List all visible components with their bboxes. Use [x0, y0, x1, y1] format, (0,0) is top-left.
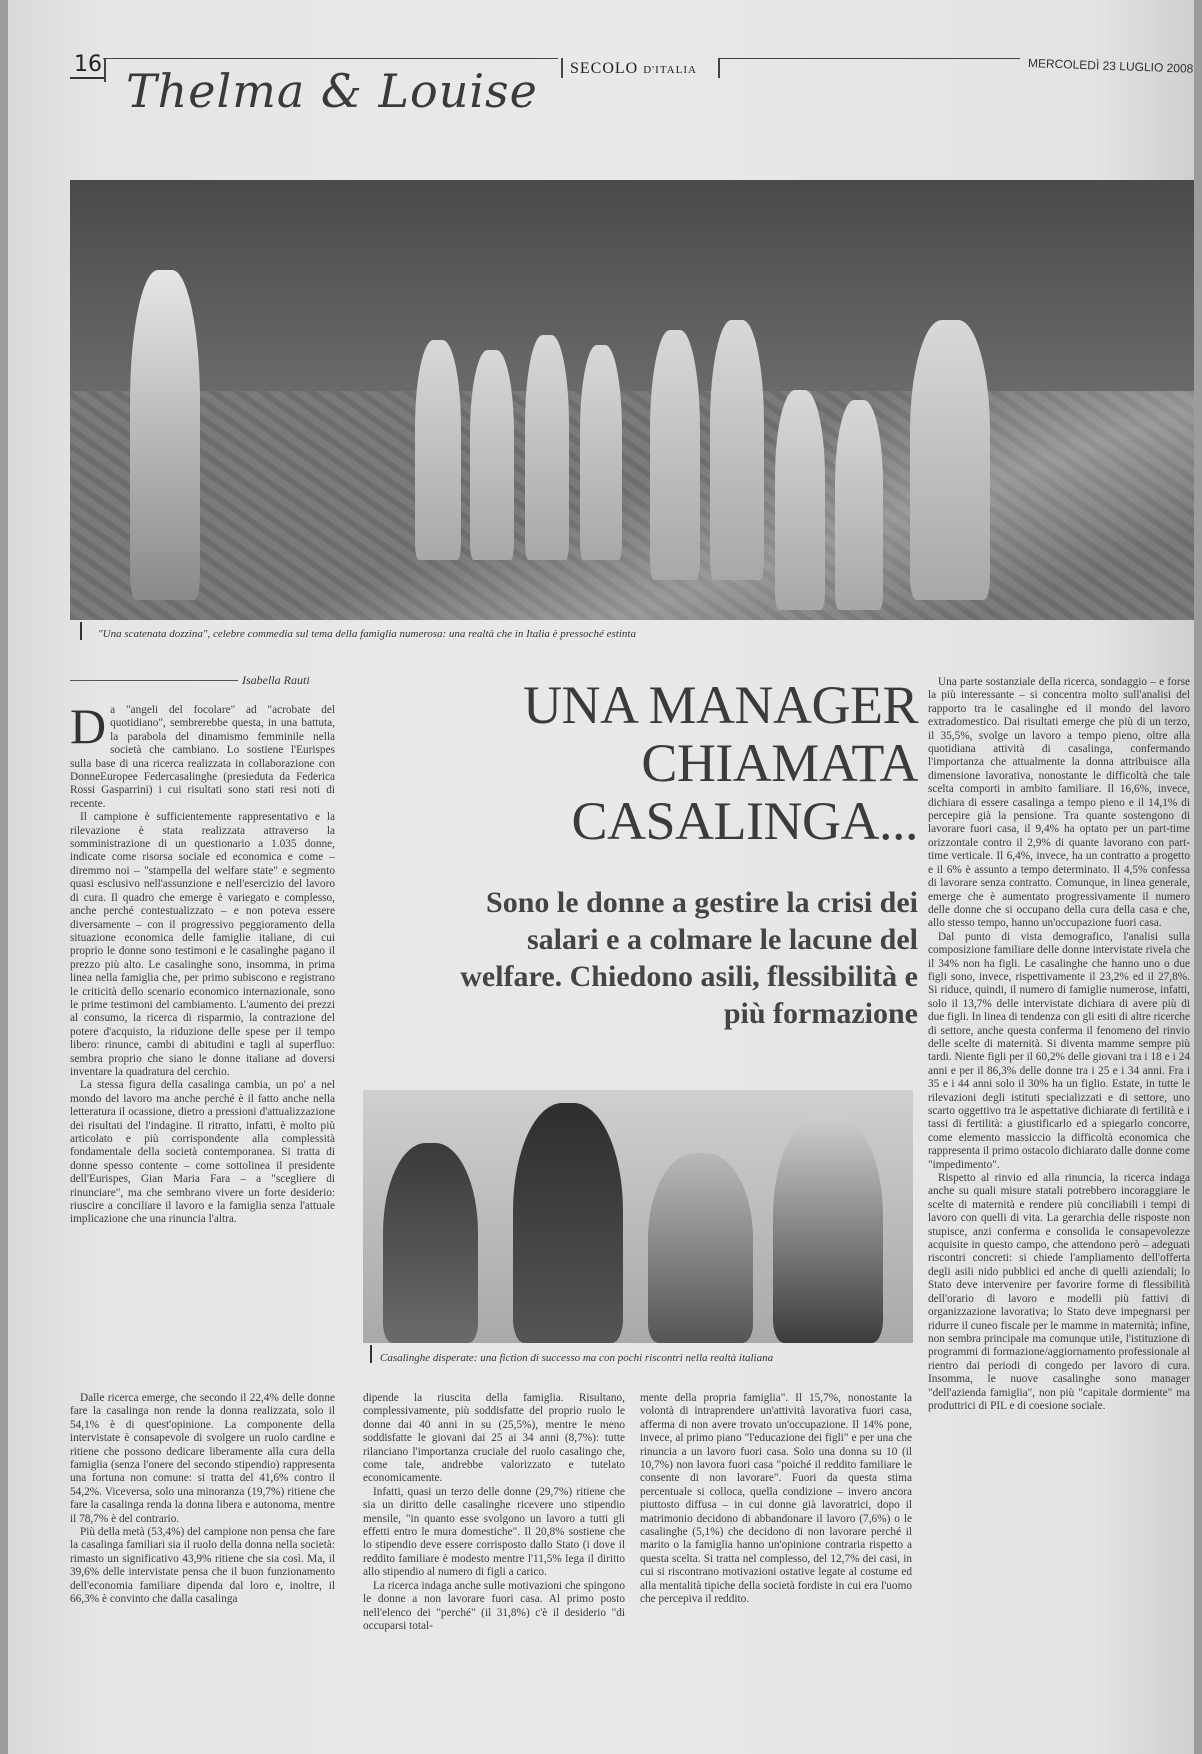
top-photo [70, 180, 1194, 620]
article-column-right [928, 676, 1190, 1746]
bottom-photo [363, 1090, 913, 1343]
article-column-3 [363, 1392, 625, 1742]
article-column-1 [70, 704, 335, 1382]
paragraph: Rispetto al rinvio ed alla rinuncia, la ricerca indaga anche su quali misure statali potrebbero incoraggiare le scelte di maternità e rendere più conciliabili i tempi di lavoro con quelli di vita. La gerarchia delle risposte non stupisce, anzi conferma e consolida le consapevolezze acquisite in questo campo, che attendono però – adeguati riscontri concreti: si chiede l'ampliamento dell'offerta degli asili nido pubblici ed anche di quelli aziendali; lo Stato deve intervenire per favorire forme di flessibilità dell'orario di lavoro e modelli più fattivi di organizzazione lavorativa; lo Stato deve impegnarsi per ridurre il cuneo fiscale per le mamme in maternità; infine, non sembra principale ma comunque utile, l'istituzione di programmi di formazione/aggiornamento professionale al rientro dai periodi di congedo per lavoro di cura. Insomma, le nuove casalinghe sono manager "dell'azienda famiglia", non più "capitale dormiente" ma produttrici di PIL e di coesione sociale. [928, 1172, 1190, 1412]
paragraph: a "angeli del focolare" ad "acrobate del quotidiano", sembrerebbe questa, in una battuta, la parabola del dinamismo femminile nella società che cambiano. Lo sostiene l'Eurispes sulla base di una ricerca realizzata in collaborazione con DonneEuropee Federcasalinghe (presieduta da Federica Rossi Gasparrini) i cui risultati sono stati resi noti di recente. [70, 704, 335, 810]
masthead-divider [561, 58, 563, 78]
paragraph: mente della propria famiglia". Il 15,7%, nonostante la volontà di intraprendere un'attività lavorativa fuori casa, afferma di non avere trovato un'occupazione. Il 14% pone, invece, al primo piano "l'educazione dei figli" e per una che rinuncia a un lavoro fuori casa. Solo una donna su 10 (il 10,7%) non lavora fuori casa "poiché il reddito familiare le consente di non lavorare". Fuori da questa stima percentuale si colloca, quella condizione – invero ancora piuttosto diffusa – in cui donne già lavoratrici, dopo il matrimonio decidono di abbandonare il lavoro (7,6%) o le casalinghe (5,1%) che decidono di non lavorare perché il marito o la famiglia hanno un'opinione contraria rispetto a questa scelta. Si tratta nel complesso, del 12,7% dei casi, in cui si riscontrano motivazioni ostative legate al costume ed alla mentalità tipiche della società fordiste in cui era l'uomo che percepiva il reddito. [640, 1392, 912, 1606]
masthead-divider [104, 58, 106, 82]
photo-figure-woman [513, 1103, 623, 1343]
top-photo-caption: "Una scatenata dozzina", celebre commedia sul tema della famiglia numerosa: una realtà che in Italia è pressoché estinta [98, 628, 636, 640]
photo-figure-child [525, 335, 569, 560]
masthead-rule [103, 58, 558, 59]
photo-figure-child [650, 330, 700, 580]
photo-figure-child [415, 340, 461, 560]
article-column-2 [70, 1392, 335, 1742]
paragraph: La stessa figura della casalinga cambia, un po' a nel mondo del lavoro ma anche perché è il fatto anche nella letteratura il ocassione, dietro a pressioni d'attualizzazione dei risultati del l'indagine. Il ritratto, infatti, è molto più articolato e più corrispondente alla complessità fondamentale della società contemporanea. Si tratta di donne spesso contente – come sottolinea il presidente dell'Eurispes, Gian Maria Fara – a "scegliere di rinunciare", ma che sembrano vivere un forte desiderio: riuscire a conciliare il lavoro e la famiglia senza l'attuale implicazione che una rinuncia l'altra. [70, 1079, 335, 1226]
photo-figure-mother [130, 270, 200, 600]
photo-figure-child [835, 400, 883, 610]
subheadline: Sono le donne a gestire la crisi dei salari e a colmare le lacune del welfare. Chiedono asili, flessibilità e più formazione [460, 886, 918, 1030]
paragraph: Dal punto di vista demografico, l'analisi sulla composizione familiare delle donne intervistate rivela che il 34% non ha figli. Le casalinghe che hanno uno o due figli sono, invece, rispettivamente il 23,2% ed il 27,8%. Si riduce, quindi, il numero di famiglie numerose, infatti, solo il 13,7% delle intervistate dichiara di avere più di due figli. In linea di tendenza con gli esiti di altre ricerche di settore, anche questa conferma il fenomeno del rinvio delle scelte di maternità. Si diventa mamme sempre più tardi. Niente figli per il 60,2% delle giovani tra i 18 e i 24 anni e per il 86,3% delle donne tra i 25 e i 34 anni. Fra i 35 e i 44 anni solo il 30% ha un figlio. Estate, in tutte le rilevazioni degli istituti specializzati e di settore, uno scarto oggettivo tra le aspettative dichiarate di fertilità e i tassi di fertilità: a giustificarlo ed a spiegarlo concorre, come elemento massiccio la difficoltà economica che rappresenta il primo ostacolo dichiarato dalle donne come "impedimento". [928, 930, 1190, 1171]
newspaper-name-suffix: D'ITALIA [643, 64, 697, 76]
newspaper-page [8, 0, 1194, 1754]
masthead-divider [718, 58, 720, 78]
newspaper-name [570, 60, 697, 78]
photo-figure-woman [773, 1113, 883, 1343]
article-column-4 [640, 1392, 912, 1742]
headline: UNA MANAGER CHIAMATA CASALINGA... [522, 675, 918, 851]
photo-background-wall [70, 180, 1194, 391]
photo-figure-child [580, 345, 622, 560]
photo-figure-child [470, 350, 514, 560]
paragraph: Una parte sostanziale della ricerca, sondaggio – e forse la più interessante – si concentra molto sull'analisi del rapporto tra le casalinghe ed il mondo del lavoro extradomestico. Dai risultati emerge che più di un terzo, il 35,5%, svolge un lavoro a tempo pieno, oltre alla quotidiana attività di casalinga, confermando l'importanza che attualmente la donna attribuisce alla dimensione lavorativa, nonostante le difficoltà che tale scelta comporti in ambito familiare. Il 16,6%, invece, dichiara di essere casalinga a tempo pieno e il 14,1% di percepire già la pensione. Tra quante sostengono di lavorare fuori casa, il 9,4% ha optato per un part-time orizzontale contro il 2,9% di quante lavorano con part-time verticale. Il 6,4%, invece, ha un contratto a progetto e il 6% è assunto a tempo determinato. Il 4,5% confessa di lavorare senza contratto. Comunque, in linea generale, emerge che è aumentato progressivamente il numero delle donne che si occupano della cura della casa e che, allo stesso tempo, hanno un'occupazione fuori casa. [928, 676, 1190, 930]
photo-figure-child [775, 390, 825, 610]
caption-bar [80, 622, 82, 640]
photo-figure-woman [648, 1153, 753, 1343]
paragraph: La ricerca indaga anche sulle motivazioni che spingono le donne a non lavorare fuori casa. Al primo posto nell'elenco dei "perché" (il 31,8%) c'è il desiderio "di occuparsi total- [363, 1579, 625, 1632]
photo-figure-child [710, 320, 764, 580]
byline: Isabella Rauti [242, 673, 310, 687]
newspaper-name-main: SECOLO [570, 60, 639, 77]
masthead-rule [720, 58, 1020, 59]
paragraph: dipende la riuscita della famiglia. Risultano, complessivamente, più soddisfatte del proprio ruolo le donne dai 40 anni in su (25,5%), mentre le meno soddisfatte le giovani dai 25 ai 34 anni (8,7%): tutte rilanciano l'importanza cruciale del ruolo casalingo che, come tale, andrebbe valorizzato e tutelato economicamente. [363, 1392, 625, 1485]
page-number: 16 [70, 52, 106, 79]
byline-rule [70, 680, 238, 681]
caption-bar [370, 1345, 372, 1363]
bottom-photo-caption: Casalinghe disperate: una fiction di successo ma con pochi riscontri nella realtà italiana [380, 1352, 774, 1364]
drop-cap: D [70, 704, 107, 754]
photo-figure-father [910, 320, 990, 600]
paragraph: Dalle ricerca emerge, che secondo il 22,4% delle donne fare la casalinga non rende la donna realizzata, solo il 54,1% è di quest'opinione. La componente della intervistate è consapevole di svolgere un ruolo cardine e ritiene che possono dedicare liberamente alla cura della famiglia (senza l'onere del secondo stipendio) rappresenta una fortuna non comune: si tratta del 41,6% contro il 54,2%. Viceversa, solo una minoranza (19,7%) ritiene che fare la casalinga renda la donna libera e autonoma, mentre il 78,7% è del contrario. [70, 1392, 335, 1525]
photo-figure-woman [383, 1143, 478, 1343]
section-title: Thelma & Louise [126, 64, 538, 118]
paragraph: Infatti, quasi un terzo delle donne (29,7%) ritiene che sia un diritto delle casalinghe ricevere uno stipendio mensile, "in quanto esse svolgono un lavoro a tutti gli effetti entro le mura domestiche". Il 20,8% sostiene che lo stipendio deve essere corrisposto dallo Stato (i dove il reddito familiare è modesto mentre l'11,5% lega il diritto allo stipendio al numero di figli a carico. [363, 1485, 625, 1579]
issue-date: MERCOLEDÌ 23 LUGLIO 2008 [1027, 56, 1194, 76]
paragraph: Il campione è sufficientemente rappresentativo e la rilevazione è stata realizzata attraverso la somministrazione di un questionario a 1.035 donne, indicate come risorsa sociale ed economica e come – diremmo noi – "stampella del welfare state" e segmento quasi esclusivo nell'assunzione e nell'esercizio del lavoro di cura. Il quadro che emerge è variegato e complesso, anche perché contestualizzato – e non poteva essere diversamente – con il progressivo peggioramento della situazione economica delle famiglie italiane, di cui proprio le donne sono testimoni e le casalinghe pagano il prezzo più alto. Le casalinghe sono, insomma, in prima linea nella famiglia che, per primo subiscono e registrano le criticità dello scenario economico internazionale, sono le prime testimoni del cambiamento. L'aumento dei prezzi al consumo, la ricerca di risparmio, la contrazione del potere d'acquisto, la riduzione delle spese per il tempo libero: rinunce, cambi di abitudini e tagli al superfluo: sembra proprio che siano le donne italiane ad doversi inventare la quadratura del cerchio. [70, 811, 335, 1078]
paragraph: Più della metà (53,4%) del campione non pensa che fare la casalinga familiari sia il ruolo della donna nella società: rimasto un significativo 43,9% ritiene che sia così. Ma, il 39,6% delle intervistate pensa che il buon funzionamento dell'economia familiare dipenda dal loro e, inoltre, il 66,3% è convinto che dalla casalinga [70, 1526, 335, 1606]
